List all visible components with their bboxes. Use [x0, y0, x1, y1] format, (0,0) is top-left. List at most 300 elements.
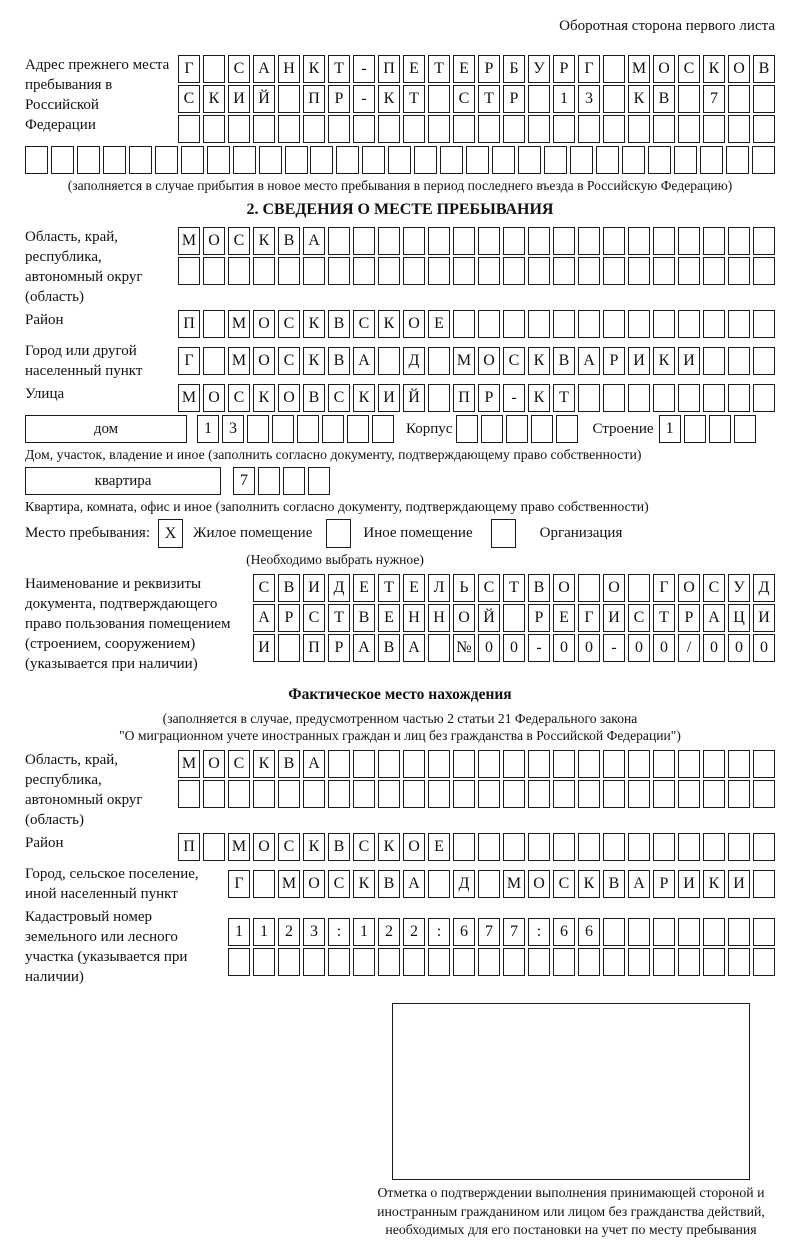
- char-box: [478, 750, 500, 778]
- char-box: -: [353, 55, 375, 83]
- char-box: С: [228, 227, 250, 255]
- char-box: [453, 948, 475, 976]
- char-box: [578, 750, 600, 778]
- char-box: [753, 833, 775, 861]
- char-box: С: [503, 347, 525, 375]
- char-box: В: [353, 604, 375, 632]
- char-box: [703, 948, 725, 976]
- char-box: И: [603, 604, 625, 632]
- page-header: Оборотная сторона первого листа: [559, 18, 775, 34]
- house-row: [25, 415, 775, 443]
- char-box: Р: [478, 55, 500, 83]
- char-box-row: [178, 833, 775, 861]
- document-label: Наименование и реквизиты документа, подтверждающего право пользования помещением (строением, сооружением) (указывается при наличии): [25, 576, 231, 672]
- char-box: -: [528, 634, 550, 662]
- char-box: [553, 310, 575, 338]
- char-box: [253, 257, 275, 285]
- char-box: [578, 384, 600, 412]
- section2-title: 2. СВЕДЕНИЯ О МЕСТЕ ПРЕБЫВАНИЯ: [246, 201, 554, 218]
- char-box: [503, 604, 525, 632]
- char-box: С: [328, 870, 350, 898]
- char-box: Н: [278, 55, 300, 83]
- char-box: Т: [403, 85, 425, 113]
- place-type-row: [25, 519, 775, 548]
- char-box: О: [528, 870, 550, 898]
- char-box: [428, 750, 450, 778]
- char-box: Г: [228, 870, 250, 898]
- char-box: Р: [528, 604, 550, 632]
- char-box: А: [403, 634, 425, 662]
- char-box: 0: [553, 634, 575, 662]
- char-box: К: [303, 347, 325, 375]
- char-box: Р: [503, 85, 525, 113]
- char-box: [753, 948, 775, 976]
- char-box: /: [678, 634, 700, 662]
- char-box-row: [178, 85, 775, 113]
- document-block: [25, 574, 775, 674]
- char-box: С: [228, 750, 250, 778]
- char-box: К: [628, 85, 650, 113]
- char-box: 1: [228, 918, 250, 946]
- char-box: А: [303, 750, 325, 778]
- char-box: М: [228, 833, 250, 861]
- char-box: [703, 833, 725, 861]
- char-box: И: [378, 384, 400, 412]
- char-box-row: [178, 257, 775, 285]
- char-box: [492, 146, 515, 174]
- char-box: 1: [197, 415, 219, 443]
- char-box: А: [353, 634, 375, 662]
- char-box: [203, 257, 225, 285]
- char-box: Т: [428, 55, 450, 83]
- char-box: [653, 780, 675, 808]
- char-box: [503, 833, 525, 861]
- char-box: К: [303, 55, 325, 83]
- actual-oblast-block: [25, 750, 775, 830]
- char-box: [653, 227, 675, 255]
- char-box: [353, 750, 375, 778]
- char-box: [353, 257, 375, 285]
- char-box: В: [553, 347, 575, 375]
- char-box: [428, 948, 450, 976]
- char-box: [478, 948, 500, 976]
- char-box-row: [178, 347, 775, 375]
- char-box: -: [603, 634, 625, 662]
- char-box: М: [503, 870, 525, 898]
- char-box: [328, 780, 350, 808]
- char-box: [753, 257, 775, 285]
- checkbox-zhiloe: X: [158, 519, 183, 548]
- char-box-row: [253, 574, 775, 602]
- actual-rayon-block: [25, 833, 775, 861]
- char-box: [207, 146, 230, 174]
- char-box: Г: [578, 55, 600, 83]
- char-box: [628, 384, 650, 412]
- gorod-label: Город или другой населенный пункт: [25, 343, 143, 379]
- char-box: [308, 467, 330, 495]
- char-box: [478, 257, 500, 285]
- char-box: Е: [403, 55, 425, 83]
- checkbox-org: [491, 519, 516, 548]
- char-box: [278, 85, 300, 113]
- char-box: [503, 750, 525, 778]
- char-box: [678, 833, 700, 861]
- actual-rayon-label: Район: [25, 835, 64, 851]
- char-box: [453, 227, 475, 255]
- char-box: [378, 780, 400, 808]
- apartment-row: [25, 467, 775, 495]
- actual-gorod-label: Город, сельское поселение, иной населенный пункт: [25, 866, 199, 902]
- char-box: [203, 833, 225, 861]
- char-box: [752, 146, 775, 174]
- char-box: М: [228, 310, 250, 338]
- char-box: [603, 115, 625, 143]
- char-box: [303, 780, 325, 808]
- char-box: [428, 347, 450, 375]
- char-box: И: [753, 604, 775, 632]
- char-box: [328, 257, 350, 285]
- char-box: В: [278, 574, 300, 602]
- char-box: №: [453, 634, 475, 662]
- char-box: П: [453, 384, 475, 412]
- char-box: Р: [478, 384, 500, 412]
- oblast-boxes: [178, 227, 775, 285]
- char-box: [603, 384, 625, 412]
- char-box: [272, 415, 294, 443]
- char-box: [453, 780, 475, 808]
- char-box: [578, 257, 600, 285]
- char-box: [51, 146, 74, 174]
- char-box: О: [478, 347, 500, 375]
- char-box: [578, 948, 600, 976]
- char-box: [362, 146, 385, 174]
- char-box: [528, 257, 550, 285]
- char-box-row: [178, 780, 775, 808]
- char-box: [678, 918, 700, 946]
- char-box: [728, 918, 750, 946]
- char-box: [753, 870, 775, 898]
- char-box: 7: [503, 918, 525, 946]
- char-box-row: [178, 310, 775, 338]
- char-box: [253, 115, 275, 143]
- char-box: [322, 415, 344, 443]
- char-box: К: [703, 55, 725, 83]
- char-box: [544, 146, 567, 174]
- char-box: [728, 85, 750, 113]
- char-box: Й: [253, 85, 275, 113]
- char-box: К: [653, 347, 675, 375]
- char-box: [403, 780, 425, 808]
- ulitsa-block: [25, 384, 775, 412]
- char-box: [728, 227, 750, 255]
- char-box: Р: [278, 604, 300, 632]
- char-box: [728, 948, 750, 976]
- char-box: [603, 948, 625, 976]
- char-box: [753, 85, 775, 113]
- char-box: [603, 55, 625, 83]
- char-box: К: [578, 870, 600, 898]
- char-box: [628, 227, 650, 255]
- char-box: В: [328, 310, 350, 338]
- char-box: С: [278, 310, 300, 338]
- char-box: [203, 55, 225, 83]
- char-box: [456, 415, 478, 443]
- char-box: О: [453, 604, 475, 632]
- house-caption: Дом, участок, владение и иное (заполнить согласно документу, подтверждающему право собственности): [25, 447, 642, 462]
- char-box: [728, 257, 750, 285]
- char-box: Ь: [453, 574, 475, 602]
- char-box-row: [659, 415, 756, 443]
- char-box: [103, 146, 126, 174]
- char-box: [228, 948, 250, 976]
- char-box: К: [253, 227, 275, 255]
- char-box: [603, 833, 625, 861]
- char-box: [378, 257, 400, 285]
- char-box: И: [228, 85, 250, 113]
- char-box: [353, 948, 375, 976]
- char-box-row: [178, 384, 775, 412]
- char-box: [678, 115, 700, 143]
- char-box: [297, 415, 319, 443]
- char-box: Т: [553, 384, 575, 412]
- actual-gorod-block: [25, 864, 775, 904]
- char-box: [678, 948, 700, 976]
- char-box: [428, 870, 450, 898]
- char-box: 0: [728, 634, 750, 662]
- kadastr-label: Кадастровый номер земельного или лесного участка (указывается при наличии): [25, 909, 188, 985]
- document-boxes: [253, 574, 775, 662]
- char-box: [440, 146, 463, 174]
- char-box: [556, 415, 578, 443]
- char-box: [203, 780, 225, 808]
- actual-title: Фактическое место нахождения: [288, 686, 512, 703]
- char-box: [703, 384, 725, 412]
- char-box: А: [253, 55, 275, 83]
- char-box: Д: [453, 870, 475, 898]
- char-box: А: [253, 604, 275, 632]
- char-box: [253, 870, 275, 898]
- stamp-area: [375, 1003, 767, 1240]
- char-box: С: [353, 833, 375, 861]
- char-box: [684, 415, 706, 443]
- rayon-label: Район: [25, 312, 64, 328]
- char-box: [453, 257, 475, 285]
- char-box: [628, 833, 650, 861]
- char-box: [709, 415, 731, 443]
- char-box: А: [703, 604, 725, 632]
- char-box: [388, 146, 411, 174]
- char-box: [378, 227, 400, 255]
- char-box: [628, 310, 650, 338]
- char-box-row: [253, 604, 775, 632]
- char-box: М: [178, 750, 200, 778]
- char-box: [228, 115, 250, 143]
- char-box: 7: [478, 918, 500, 946]
- char-box: [753, 115, 775, 143]
- char-box: О: [728, 55, 750, 83]
- char-box: 6: [553, 918, 575, 946]
- char-box-row: [233, 467, 330, 495]
- char-box: [653, 115, 675, 143]
- option-inoe-label: Иное помещение: [363, 525, 473, 541]
- char-box: 0: [478, 634, 500, 662]
- char-box: [453, 310, 475, 338]
- char-box: Д: [403, 347, 425, 375]
- char-box: [129, 146, 152, 174]
- char-box: 2: [278, 918, 300, 946]
- char-box: [278, 634, 300, 662]
- char-box: 2: [403, 918, 425, 946]
- char-box: [428, 257, 450, 285]
- char-box: [278, 948, 300, 976]
- char-box: Р: [678, 604, 700, 632]
- char-box: У: [728, 574, 750, 602]
- char-box: [753, 750, 775, 778]
- char-box: [753, 347, 775, 375]
- char-box: [728, 384, 750, 412]
- char-box: [253, 948, 275, 976]
- char-box: В: [328, 347, 350, 375]
- char-box: [403, 227, 425, 255]
- char-box: [622, 146, 645, 174]
- char-box: [378, 347, 400, 375]
- char-box: С: [628, 604, 650, 632]
- char-box: А: [303, 227, 325, 255]
- char-box: [247, 415, 269, 443]
- char-box: [328, 750, 350, 778]
- char-box: -: [503, 384, 525, 412]
- char-box: И: [628, 347, 650, 375]
- char-box: О: [653, 55, 675, 83]
- char-box: [753, 310, 775, 338]
- char-box: [258, 467, 280, 495]
- char-box: Т: [478, 85, 500, 113]
- actual-note-line2: "О миграционном учете иностранных граждан и лиц без гражданства в Российской Федерации"): [119, 728, 681, 743]
- char-box: У: [528, 55, 550, 83]
- char-box: [466, 146, 489, 174]
- char-box-row: [456, 415, 578, 443]
- char-box: 0: [503, 634, 525, 662]
- char-box: П: [178, 310, 200, 338]
- char-box: [478, 115, 500, 143]
- char-box: [353, 780, 375, 808]
- char-box: С: [703, 574, 725, 602]
- char-box: С: [453, 85, 475, 113]
- char-box: [518, 146, 541, 174]
- char-box-row: [178, 115, 775, 143]
- char-box: [203, 310, 225, 338]
- char-box: К: [353, 384, 375, 412]
- char-box-row: [253, 634, 775, 662]
- char-box: Р: [603, 347, 625, 375]
- char-box: [528, 310, 550, 338]
- char-box: [728, 115, 750, 143]
- char-box: С: [253, 574, 275, 602]
- char-box: [753, 780, 775, 808]
- char-box: [403, 115, 425, 143]
- char-box: [259, 146, 282, 174]
- char-box: [506, 415, 528, 443]
- char-box: М: [628, 55, 650, 83]
- char-box: [553, 227, 575, 255]
- char-box: Г: [178, 347, 200, 375]
- char-box: [285, 146, 308, 174]
- char-box: Т: [328, 55, 350, 83]
- char-box: [528, 750, 550, 778]
- char-box: [347, 415, 369, 443]
- char-box: [278, 257, 300, 285]
- char-box: [728, 750, 750, 778]
- char-box: П: [303, 634, 325, 662]
- char-box: М: [228, 347, 250, 375]
- char-box: [303, 257, 325, 285]
- char-box: С: [328, 384, 350, 412]
- place-type-note: (Необходимо выбрать нужное): [246, 552, 424, 567]
- char-box: [678, 384, 700, 412]
- char-box: [678, 310, 700, 338]
- char-box: О: [603, 574, 625, 602]
- char-box: К: [528, 384, 550, 412]
- actual-oblast-boxes: [178, 750, 775, 808]
- char-box: Т: [653, 604, 675, 632]
- gorod-block: [25, 341, 775, 381]
- char-box: А: [353, 347, 375, 375]
- char-box: [596, 146, 619, 174]
- char-box: [703, 780, 725, 808]
- char-box: [578, 833, 600, 861]
- char-box: О: [203, 750, 225, 778]
- char-box: 1: [353, 918, 375, 946]
- char-box: Й: [478, 604, 500, 632]
- char-box: [603, 750, 625, 778]
- char-box: [155, 146, 178, 174]
- char-box: 0: [628, 634, 650, 662]
- char-box: А: [403, 870, 425, 898]
- char-box: [528, 780, 550, 808]
- char-box: [703, 310, 725, 338]
- char-box: [678, 85, 700, 113]
- char-box: [503, 115, 525, 143]
- char-box: [603, 257, 625, 285]
- korpus-label: Корпус: [406, 420, 453, 437]
- char-box: :: [428, 918, 450, 946]
- char-box: [503, 780, 525, 808]
- char-box: С: [278, 833, 300, 861]
- char-box: 0: [578, 634, 600, 662]
- char-box: Т: [503, 574, 525, 602]
- char-box: [628, 780, 650, 808]
- char-box: [653, 918, 675, 946]
- rayon-block: [25, 310, 775, 338]
- char-box: [728, 347, 750, 375]
- char-box: Е: [453, 55, 475, 83]
- char-box: [628, 750, 650, 778]
- char-box: К: [303, 833, 325, 861]
- char-box: С: [278, 347, 300, 375]
- char-box: [653, 257, 675, 285]
- char-box-row: [228, 870, 775, 898]
- char-box: [603, 310, 625, 338]
- char-box: [178, 780, 200, 808]
- char-box: 3: [578, 85, 600, 113]
- char-box: [628, 574, 650, 602]
- char-box: [328, 227, 350, 255]
- char-box: [414, 146, 437, 174]
- char-box: М: [453, 347, 475, 375]
- char-box: [253, 780, 275, 808]
- char-box: [578, 115, 600, 143]
- char-box: 3: [303, 918, 325, 946]
